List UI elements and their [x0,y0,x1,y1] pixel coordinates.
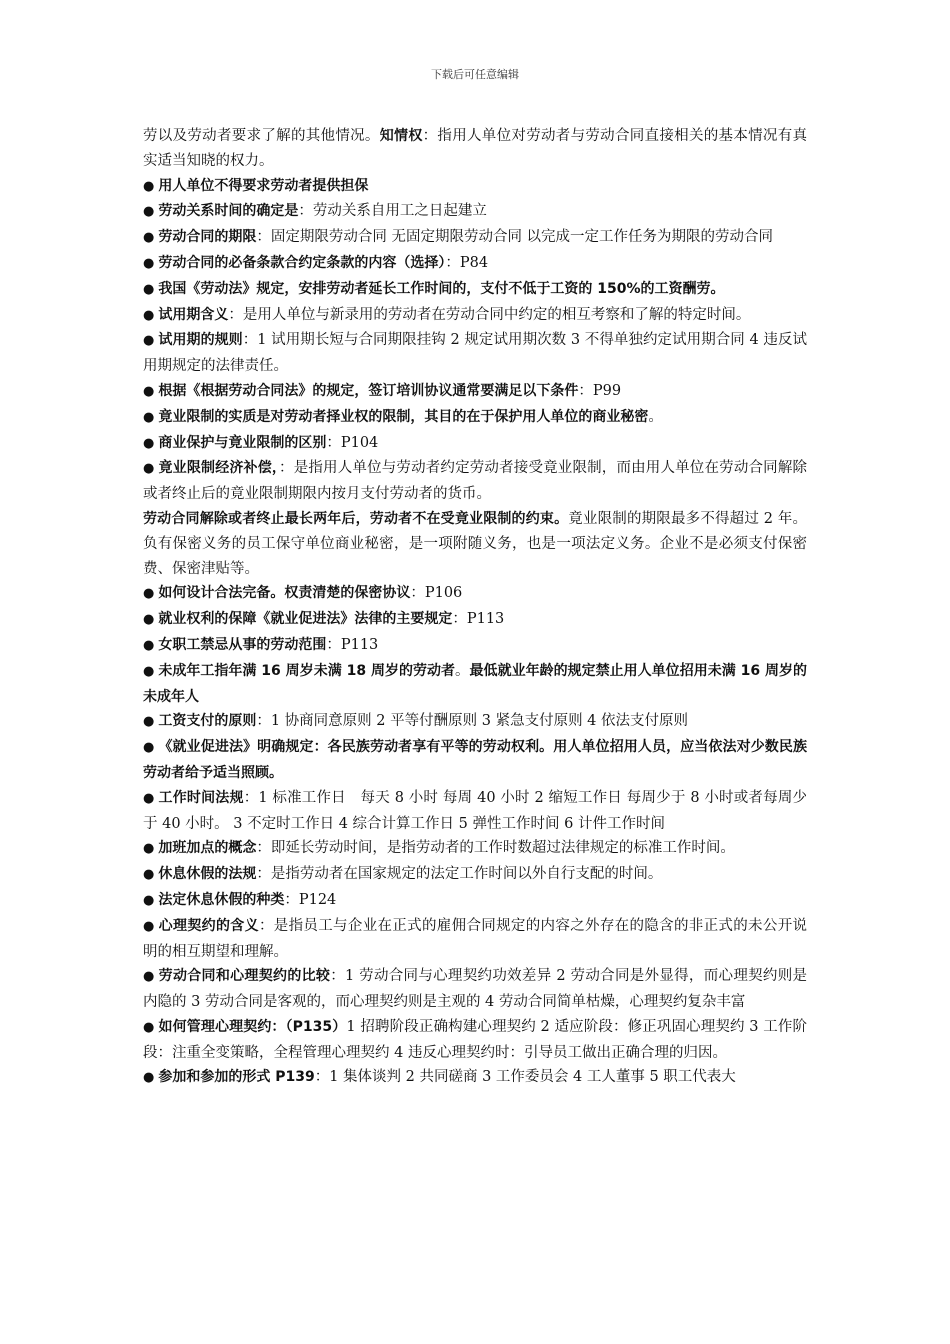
bold-text: 劳动关系时间的确定是 [158,203,299,220]
body-text: ：固定期限劳动合同 无固定期限劳动合同 以完成一定工作任务为期限的劳动合同 [256,229,774,246]
bold-text: 参加和参加的形式 P139 [158,1069,315,1086]
bold-text: 试用期含义 [158,306,229,323]
bold-text: 如何设计合法完备。权责清楚的保密协议 [158,585,411,602]
bold-text: 未成年工指年满 16 周岁未满 18 周岁的劳动者 [158,662,456,679]
bullet-paragraph [143,862,807,888]
bullet-icon: ● [143,612,155,628]
bullet-paragraph [143,659,807,710]
bullet-icon: ● [143,740,155,756]
bold-text: 法定休息休假的种类 [158,891,285,908]
bullet-icon: ● [143,409,155,425]
bullet-paragraph [143,328,807,379]
bold-text: 心理契约的含义 [158,917,259,934]
bullet-paragraph [143,431,807,457]
bullet-icon: ● [143,586,155,602]
bold-text: 劳动合同的必备条款合约定条款的内容（选择） [158,254,446,271]
document-body [143,124,807,1091]
bullet-icon: ● [143,383,155,399]
body-text: ：P99 [578,382,622,399]
bullet-paragraph [143,174,807,200]
bullet-paragraph [143,633,807,659]
bold-text: 就业权利的保障《就业促进法》法律的主要规定 [158,611,453,628]
bullet-icon: ● [143,1070,155,1086]
body-text: ：P113 [326,636,379,653]
bullet-paragraph [143,964,807,1015]
body-text: ：是指用人单位与劳动者约定劳动者接受竟业限制，而由用人单位在劳动合同解除或者终止后的竟业限制期限内按月支付劳动者的货币。 [143,460,807,503]
body-text: ：是指劳动者在国家规定的法定工作时间以外自行支配的时间。 [256,866,663,883]
bullet-paragraph [143,709,807,735]
bullet-paragraph [143,379,807,405]
bullet-icon: ● [143,204,155,220]
bullet-icon: ● [143,790,155,806]
body-text: ：1 标准工作日 每天 8 小时 每周 40 小时 2 缩短工作日 每周少于 8 小时或者每周少于 40 小时。 3 不定时工作日 4 综合计算工作日 5 弹性工作时间 6 计件工作时间 [143,789,808,832]
bullet-icon: ● [143,892,155,908]
bold-text: 竟业限制经济补偿， [158,460,280,477]
bullet-paragraph [143,914,807,965]
body-text: ：劳动关系自用工之日起建立 [298,203,487,220]
body-text: ：1 劳动合同与心理契约功效差异 2 劳动合同是外显得，而心理契约则是内隐的 3 劳动合同是客观的，而心理契约则是主观的 4 劳动合同简单枯燥，心理契约复杂丰富 [143,968,808,1011]
bullet-icon: ● [143,867,155,883]
bold-text: 加班加点的概念 [158,840,257,857]
bold-text: 如何管理心理契约：（P135） [158,1018,347,1035]
body-text: ：即延长劳动时间，是指劳动者的工作时数超过法律规定的标准工作时间。 [256,840,735,857]
bullet-icon: ● [143,333,155,349]
bullet-icon: ● [143,663,155,679]
bold-text: 劳动合同和心理契约的比较 [158,968,331,985]
bullet-paragraph [143,456,807,507]
bullet-icon: ● [143,281,155,297]
body-text: ：1 试用期长短与合同期限挂钩 2 规定试用期次数 3 不得单独约定试用期合同 4 违反试用期规定的法律责任。 [143,332,808,375]
body-text: ：P104 [326,434,379,451]
bold-text: 试用期的规则 [158,332,243,349]
bullet-icon: ● [143,714,155,730]
bold-text: 商业保护与竟业限制的区别 [158,434,327,451]
bullet-paragraph [143,786,807,837]
text-paragraph [143,124,807,174]
bullet-paragraph [143,581,807,607]
body-text: ：P124 [284,891,337,908]
bullet-icon: ● [143,230,155,246]
body-text: 劳以及劳动者要求了解的其他情况。 [143,128,380,144]
bullet-icon: ● [143,841,155,857]
body-text: ：P84 [445,254,489,271]
bullet-icon: ● [143,178,155,194]
bold-text: 《就业促进法》明确规定：各民族劳动者享有平等的劳动权利。用人单位招用人员，应当依法对少数民族劳动者给予适当照顾。 [143,739,808,781]
bullet-paragraph [143,251,807,277]
bullet-icon: ● [143,1019,155,1035]
body-text: 1 招聘阶段正确构建心理契约 2 适应阶段：修正巩固心理契约 3 工作阶段：注重全变策略，全程管理心理契约 4 违反心理契约时：引导员工做出正确合理的归因。 [143,1018,807,1061]
bold-text: 根据《根据劳动合同法》的规定，签订培训协议通常要满足以下条件 [158,382,579,399]
bullet-paragraph [143,405,807,431]
bullet-icon: ● [143,461,155,477]
bold-text: 劳动合同的期限 [158,229,257,246]
bold-text: 竟业限制的实质是对劳动者择业权的限制，其目的在于保护用人单位的商业秘密 [158,408,649,425]
bullet-paragraph [143,607,807,633]
bullet-icon: ● [143,307,155,323]
bold-text: 工作时间法规 [158,789,244,806]
bold-text: 女职工禁忌从事的劳动范围 [158,636,327,653]
text-paragraph [143,507,807,581]
bold-text: 劳动合同解除或者终止最长两年后，劳动者不在受竟业限制的约束。 [143,510,569,527]
body-text: ：1 集体谈判 2 共同磋商 3 工作委员会 4 工人董事 5 职工代表大 [314,1069,736,1086]
bullet-paragraph [143,888,807,914]
bullet-paragraph [143,225,807,251]
body-text: ：P113 [452,611,505,628]
bold-text: 我国《劳动法》规定，安排劳动者延长工作时间的，支付不低于工资的 150%的工资酬劳。 [158,280,725,297]
bullet-paragraph [143,836,807,862]
bullet-paragraph [143,277,807,303]
bullet-paragraph [143,1015,807,1066]
bullet-icon: ● [143,969,155,985]
body-text: 。 [455,662,470,679]
body-text: ：是用人单位与新录用的劳动者在劳动合同中约定的相互考察和了解的特定时间。 [228,306,751,323]
body-text: 竟业限制的期限最多不得超过 2 年。负有保密义务的员工保守单位商业秘密，是一项附随义务，也是一项法定义务。企业不是必须支付保密费、保密津贴等。 [143,510,807,577]
bullet-paragraph [143,1065,807,1091]
body-text: ：P106 [410,585,463,602]
bullet-paragraph [143,735,807,786]
bullet-paragraph [143,199,807,225]
bold-text: 工资支付的原则 [158,713,257,730]
body-text: 。 [648,408,663,425]
bullet-icon: ● [143,435,155,451]
bold-text: 用人单位不得要求劳动者提供担保 [158,177,369,194]
page-header: 下载后可任意编辑 [431,68,519,81]
bold-text: 最低就业年龄的规定禁止用人单位招用未满 16 周岁的未成年人 [143,662,808,705]
bold-text: 知情权 [379,128,423,144]
bullet-paragraph [143,303,807,329]
body-text: ：1 协商同意原则 2 平等付酬原则 3 紧急支付原则 4 依法支付原则 [256,713,689,730]
bullet-icon: ● [143,918,155,934]
body-text: ：是指员工与企业在正式的雇佣合同规定的内容之外存在的隐含的非正式的未公开说明的相互期望和理解。 [143,917,808,960]
bullet-icon: ● [143,255,155,271]
body-text: ：指用人单位对劳动者与劳动合同直接相关的基本情况有真实适当知晓的权力。 [143,128,808,169]
bullet-icon: ● [143,637,155,653]
bold-text: 休息休假的法规 [158,866,257,883]
